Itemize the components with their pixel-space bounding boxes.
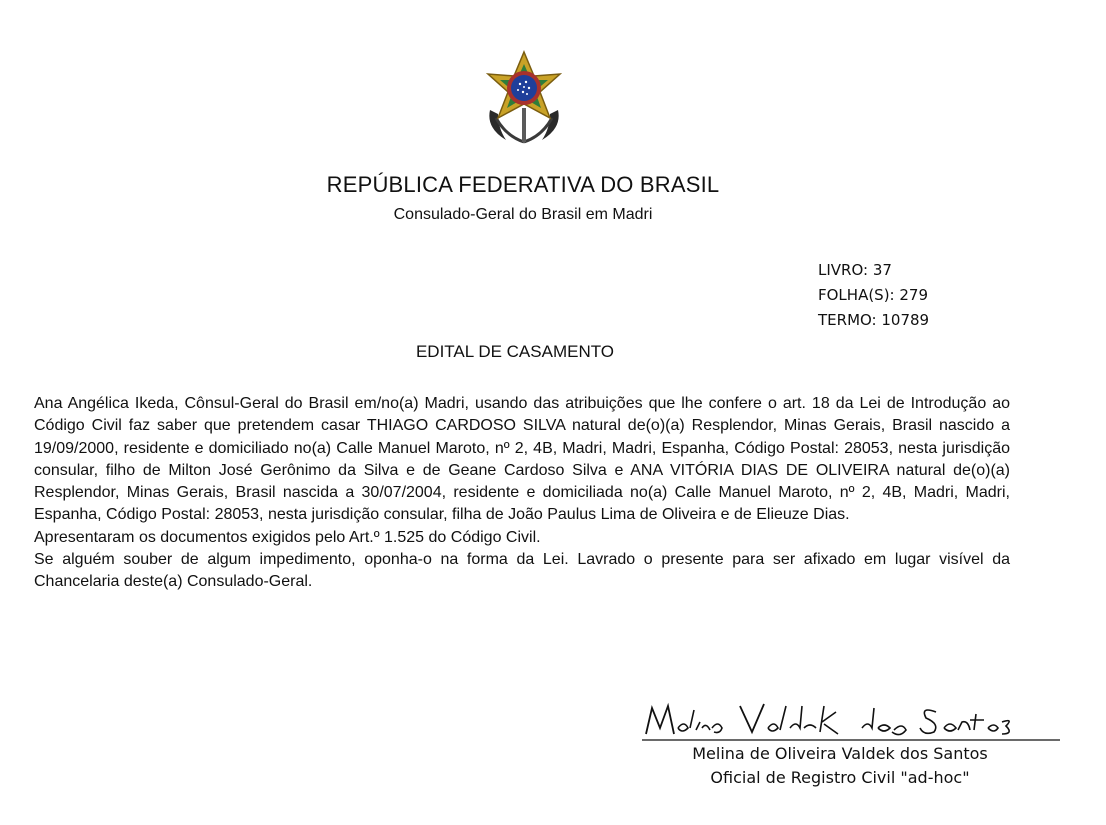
header-subtitle: [0, 206, 1106, 224]
header-subtitle-text: Consulado-Geral do Brasil em Madri: [393, 206, 653, 223]
body-text: [34, 393, 1010, 594]
header-title-text: REPÚBLICA FEDERATIVA DO BRASIL: [326, 172, 720, 197]
signature-block: [600, 694, 1060, 804]
header-title: [0, 172, 1106, 198]
signatory-name: Melina de Oliveira Valdek dos Santos: [692, 744, 988, 763]
body-paragraph-2: Apresentaram os documentos exigidos pelo Art.º 1.525 do Código Civil.: [34, 528, 541, 546]
body-paragraph-1: Ana Angélica Ikeda, Cônsul-Geral do Brasil em/no(a) Madri, usando das atribuições que lhe confere o art. 18 da Lei de Introdução ao Código Civil faz saber que pretendem casar THIAGO CARDOSO SILVA natural de(o)(a) Resplendor, Minas Gerais, Brasil nascido a 19/09/2000, residente e domiciliado no(a) Calle Manuel Maroto, nº 2, 4B, Madri, Madri, Espanha, Código Postal: 28053, nesta jurisdição consular, filho de Milton José Gerônimo da Silva e de Geane Cardoso Silva e ANA VITÓRIA DIAS DE OLIVEIRA natural de(o)(a) Resplendor, Minas Gerais, Brasil nascida a 30/07/2004, residente e domiciliada no(a) Calle Manuel Maroto, nº 2, 4B, Madri, Madri, Espanha, Código Postal: 28053, nesta jurisdição consular, filha de João Paulus Lima de Oliveira e de Elieuze Dias.: [34, 395, 1010, 524]
registry-termo: TERMO: 10789: [818, 311, 930, 329]
coat-of-arms-icon: [476, 48, 572, 144]
registry-info: [818, 258, 929, 333]
document-title: [0, 342, 1106, 362]
body-paragraph-3: Se alguém souber de algum impedimento, oponha-o na forma da Lei. Lavrado o presente para ser afixado em lugar visível da Chancelaria deste(a) Consulado-Geral.: [34, 551, 1010, 591]
registry-livro: LIVRO: 37: [818, 261, 892, 279]
document-title-text: EDITAL DE CASAMENTO: [415, 342, 615, 361]
handwritten-signature: [640, 694, 1080, 746]
signatory-role: Oficial de Registro Civil "ad-hoc": [710, 768, 970, 787]
registry-folha: FOLHA(S): 279: [818, 286, 929, 304]
